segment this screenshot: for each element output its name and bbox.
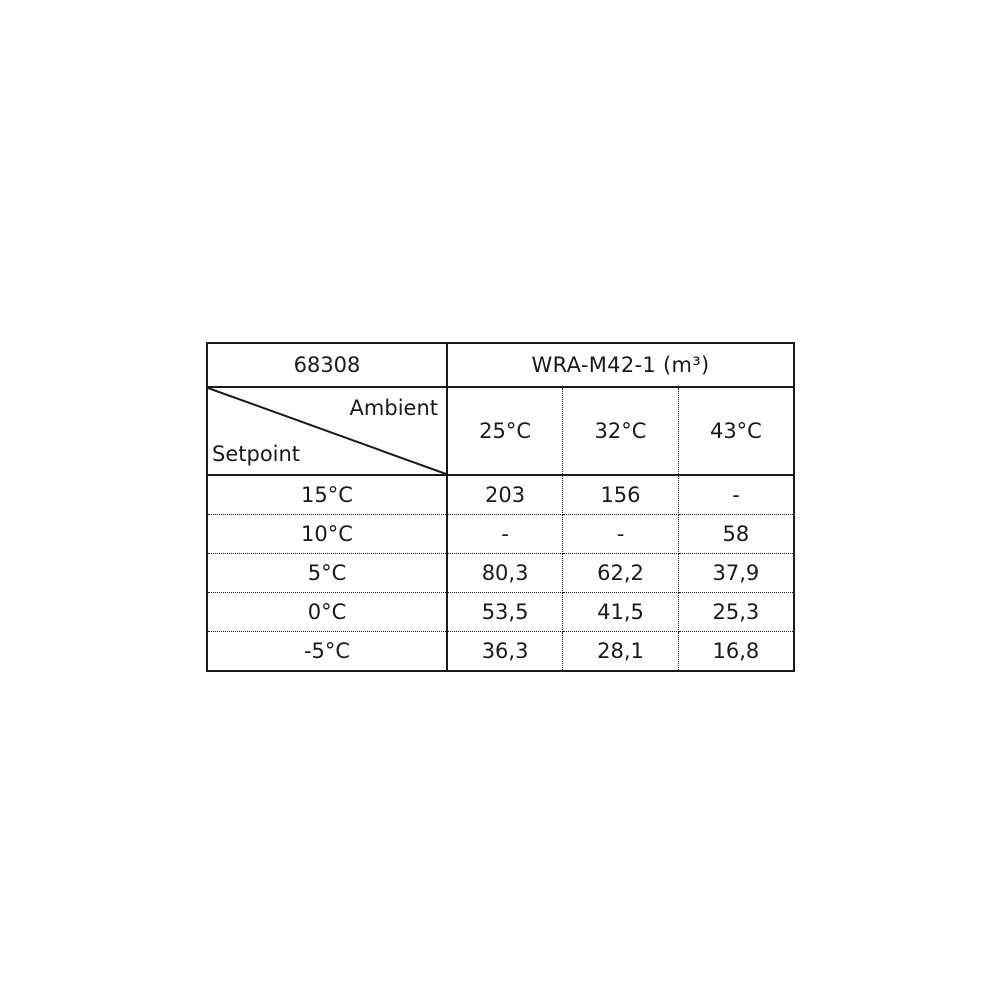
capacity-cell: - [447,515,563,554]
table-header-row [207,387,794,475]
table-title-row [207,343,794,387]
capacity-cell: 53,5 [447,593,563,632]
table-row [207,475,794,515]
product-code-cell: 68308 [207,343,447,387]
capacity-cell: 36,3 [447,632,563,672]
table-row [207,632,794,672]
capacity-cell: 203 [447,475,563,515]
ambient-column-header-1: 25°C [447,387,563,475]
capacity-cell: - [563,515,679,554]
table-row [207,554,794,593]
table-row [207,593,794,632]
setpoint-cell: 0°C [207,593,447,632]
ambient-column-header-2: 32°C [563,387,679,475]
ambient-column-header-3: 43°C [678,387,794,475]
setpoint-cell: 15°C [207,475,447,515]
capacity-cell: - [678,475,794,515]
capacity-cell: 25,3 [678,593,794,632]
setpoint-cell: -5°C [207,632,447,672]
capacity-cell: 80,3 [447,554,563,593]
capacity-cell: 37,9 [678,554,794,593]
product-model-cell: WRA-M42-1 (m³) [447,343,794,387]
capacity-cell: 16,8 [712,639,760,663]
capacity-table [206,342,795,672]
table-row [207,515,794,554]
capacity-cell: 41,5 [563,593,679,632]
capacity-cell: 62,2 [563,554,679,593]
setpoint-cell: 5°C [207,554,447,593]
setpoint-axis-label: Setpoint [212,442,301,466]
capacity-cell: 58 [678,515,794,554]
capacity-cell: 28,1 [563,632,679,672]
capacity-cell: 156 [563,475,679,515]
axis-corner-cell [207,387,447,475]
ambient-axis-label: Ambient [349,396,438,420]
setpoint-cell: 10°C [207,515,447,554]
